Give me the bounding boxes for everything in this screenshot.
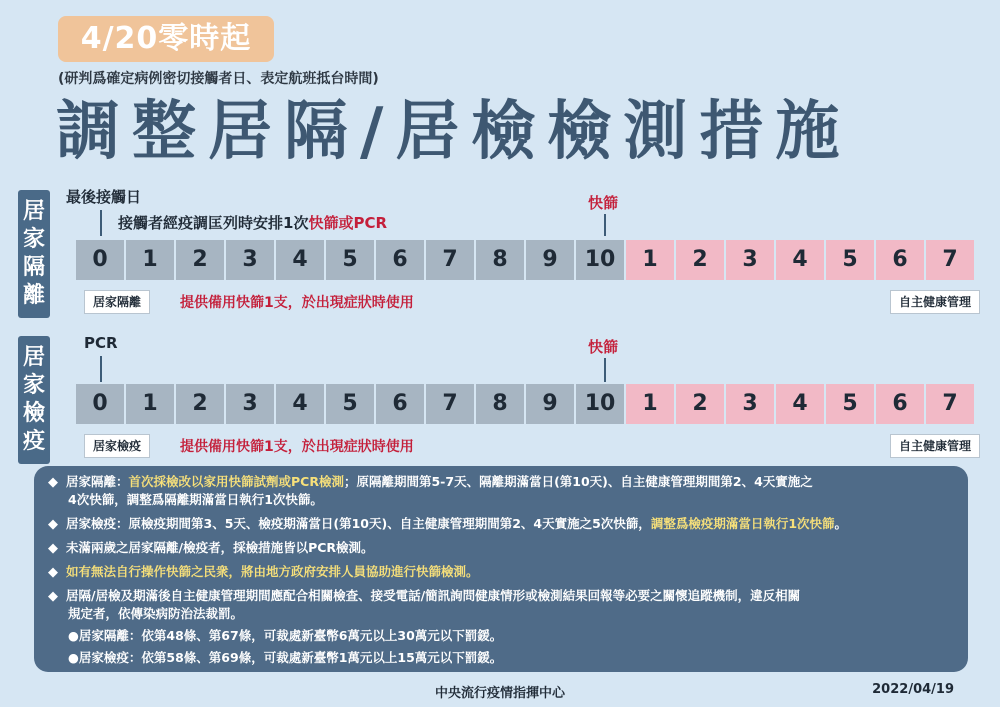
- pcr-instruction: [118, 212, 387, 233]
- rapid-test-label: 快篩: [588, 338, 619, 356]
- info-text: ；原隔離期間第5-7天、隔離期滿當日(第10天)、自主健康管理期間第2、4天實施之: [343, 474, 813, 489]
- diamond-bullet-icon: ◆: [48, 475, 58, 490]
- day-cell: 7: [926, 240, 974, 280]
- day-cell: 5: [826, 240, 874, 280]
- info-text: 。: [834, 516, 848, 531]
- day-cell: 6: [376, 240, 424, 280]
- info-text: 居家隔離：: [66, 474, 129, 489]
- day-cell: 4: [776, 240, 824, 280]
- tag-home-quarantine: 居家檢疫: [84, 434, 150, 458]
- day-cell: 9: [526, 240, 574, 280]
- diamond-bullet-icon: ◆: [48, 589, 58, 604]
- day-cell: 3: [726, 384, 774, 424]
- info-text: 4次快篩，: [68, 492, 127, 507]
- timeline-bar-quarantine: [76, 240, 976, 280]
- info-highlight: 首次採檢改以家用快篩試劑或PCR檢測: [128, 474, 344, 489]
- pcr-instruction-text: 接觸者經疫調匡列時安排1次: [118, 214, 309, 232]
- info-item-penalties-cont: 規定者，依傳染病防治法裁罰。: [68, 606, 244, 621]
- day-cell: 7: [426, 384, 474, 424]
- section-label-char: 家: [22, 373, 45, 398]
- day-cell: 8: [476, 240, 524, 280]
- day-cell: 3: [226, 384, 274, 424]
- penalty-quarantine: ●居家隔離：依第48條、第67條，可裁處新臺幣6萬元以上30萬元以下罰鍰。: [68, 628, 503, 643]
- info-text: 。: [310, 492, 323, 507]
- day-cell: 4: [276, 384, 324, 424]
- day-cell: 0: [76, 384, 124, 424]
- day-cell: 4: [776, 384, 824, 424]
- tick-mark: [100, 356, 102, 382]
- info-highlight: 調整爲檢疫期滿當日執行1次快篩: [650, 516, 835, 531]
- tag-self-health: 自主健康管理: [890, 434, 980, 458]
- day-cell: 6: [876, 240, 924, 280]
- info-text: 居家檢疫：原檢疫期間第3、5天、檢疫期滿當日(第10天)、自主健康管理期間第2、4天實施之5次快篩，: [66, 516, 651, 531]
- pcr-instruction-highlight: 快篩或PCR: [308, 214, 388, 232]
- day-cell: 7: [926, 384, 974, 424]
- diamond-bullet-icon: ◆: [48, 541, 58, 556]
- day-cell: 5: [826, 384, 874, 424]
- section-label-char: 隔: [22, 255, 45, 280]
- backup-test-note: 提供備用快篩1支，於出現症狀時使用: [180, 439, 414, 455]
- day-cell: 1: [126, 384, 174, 424]
- info-item-home-quarantine: [48, 514, 847, 535]
- info-panel: [34, 466, 968, 672]
- day-cell: 2: [176, 240, 224, 280]
- info-text: 未滿兩歲之居家隔離/檢疫者，採檢措施皆以PCR檢測。: [66, 540, 374, 555]
- day-cell: 2: [676, 240, 724, 280]
- day-cell: 5: [326, 384, 374, 424]
- info-highlight: 調整爲隔離期滿當日執行1次快篩: [126, 492, 311, 507]
- footer-date: 2022/04/19: [872, 682, 954, 697]
- day-cell: 10: [576, 384, 624, 424]
- day-cell: 3: [226, 240, 274, 280]
- day-cell: 2: [176, 384, 224, 424]
- day-cell: 7: [426, 240, 474, 280]
- day-cell: 1: [626, 240, 674, 280]
- tick-mark: [100, 210, 102, 236]
- section-label-char: 居: [22, 199, 45, 224]
- day-cell: 10: [576, 240, 624, 280]
- tag-self-health: 自主健康管理: [890, 290, 980, 314]
- section-label-home-quarantine: [18, 336, 50, 464]
- tick-mark: [604, 214, 606, 236]
- day-cell: 4: [276, 240, 324, 280]
- timeline-bar-home-quarantine: [76, 384, 976, 424]
- page-title: 調整居隔/居檢檢測措施: [56, 95, 852, 169]
- section-label-char: 家: [22, 227, 45, 252]
- backup-test-note: 提供備用快篩1支，於出現症狀時使用: [180, 295, 414, 311]
- section-label-char: 疫: [22, 429, 45, 454]
- rapid-test-label: 快篩: [588, 194, 619, 212]
- day-cell: 1: [626, 384, 674, 424]
- info-item-under-two: [48, 538, 374, 559]
- diamond-bullet-icon: ◆: [48, 565, 58, 580]
- day-cell: 0: [76, 240, 124, 280]
- section-label-char: 居: [22, 345, 45, 370]
- info-item-assistance: [48, 562, 479, 583]
- day-cell: 9: [526, 384, 574, 424]
- day-cell: 1: [126, 240, 174, 280]
- tick-mark: [604, 358, 606, 382]
- info-highlight: 如有無法自行操作快篩之民衆，將由地方政府安排人員協助進行快篩檢測。: [66, 564, 479, 579]
- day-cell: 5: [326, 240, 374, 280]
- section-label-char: 檢: [22, 401, 45, 426]
- section-label-char: 離: [22, 283, 45, 308]
- section-label-quarantine: [18, 190, 50, 318]
- pcr-label: PCR: [84, 334, 118, 352]
- penalty-home-quarantine: ●居家檢疫：依第58條、第69條，可裁處新臺幣1萬元以上15萬元以下罰鍰。: [68, 650, 503, 665]
- last-contact-label: 最後接觸日: [66, 188, 142, 206]
- diamond-bullet-icon: ◆: [48, 517, 58, 532]
- day-cell: 2: [676, 384, 724, 424]
- date-badge: 4/20零時起: [58, 16, 274, 62]
- tag-quarantine: 居家隔離: [84, 290, 150, 314]
- info-text: 居隔/居檢及期滿後自主健康管理期間應配合相關檢查、接受電話/簡訊詢問健康情形或檢測結果回報等必要之關懷追蹤機制，違反相關: [66, 588, 801, 603]
- day-cell: 3: [726, 240, 774, 280]
- day-cell: 6: [876, 384, 924, 424]
- info-item-quarantine-cont: [68, 490, 323, 510]
- day-cell: 6: [376, 384, 424, 424]
- subtitle-note: (研判爲確定病例密切接觸者日、表定航班抵台時間): [58, 71, 379, 87]
- day-cell: 8: [476, 384, 524, 424]
- footer-organization: 中央流行疫情指揮中心: [434, 686, 565, 701]
